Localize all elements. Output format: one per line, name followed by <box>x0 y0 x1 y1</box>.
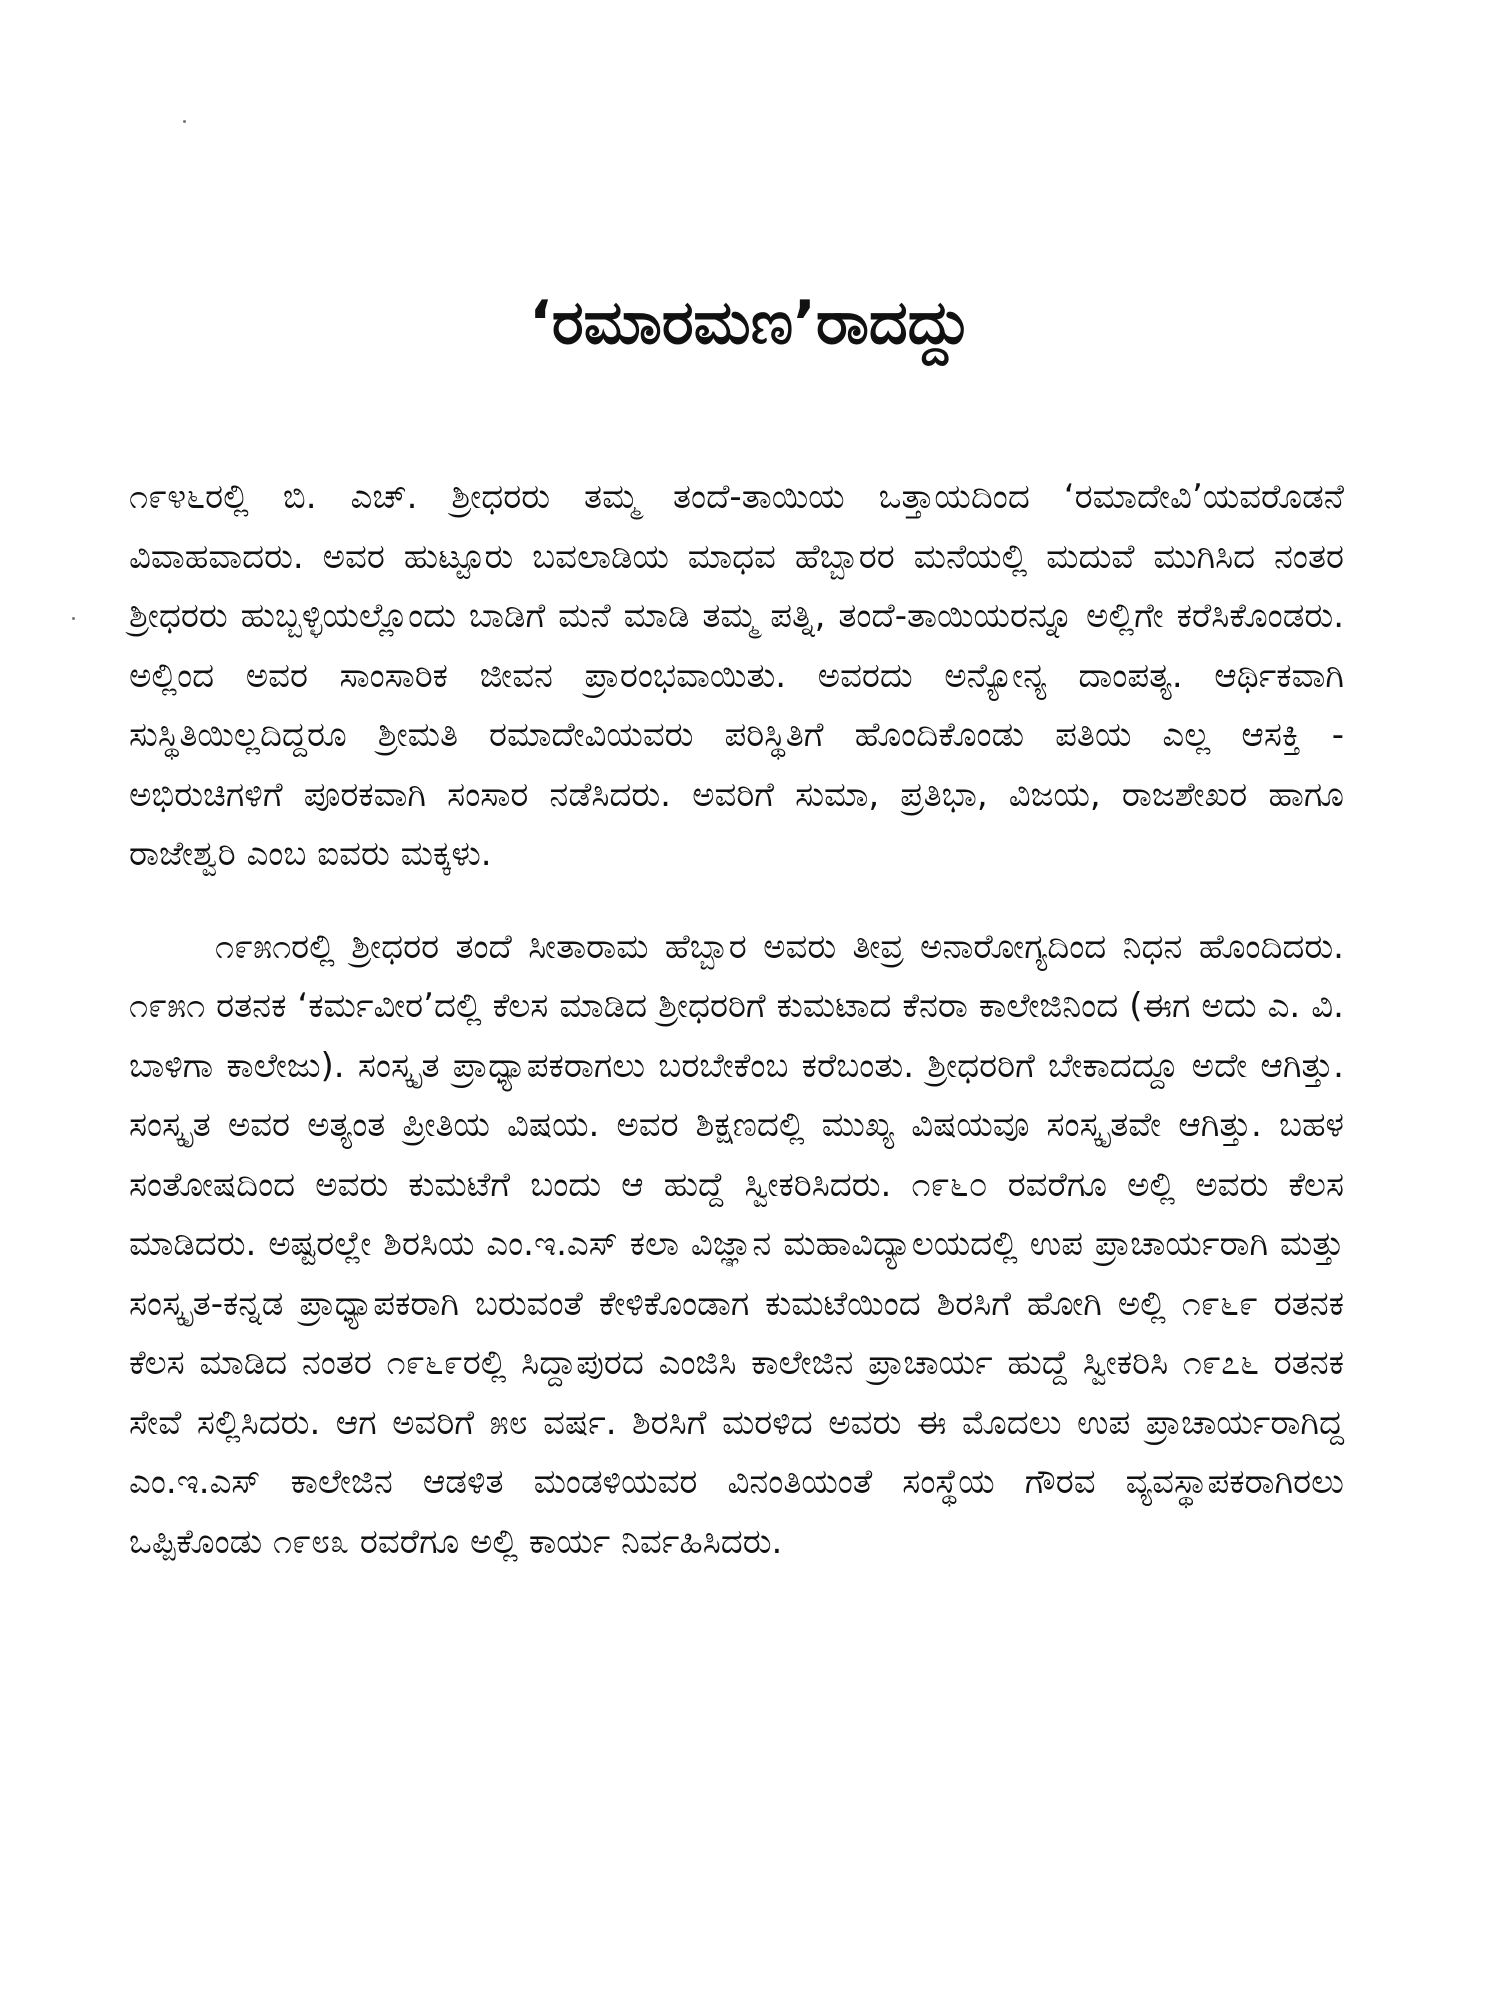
scan-speck <box>183 120 186 123</box>
paragraph-1: ೧೯೪೬ರಲ್ಲಿ ಬಿ. ಎಚ್. ಶ್ರೀಧರರು ತಮ್ಮ ತಂದೆ-ತಾಯಿಯ ಒತ್ತಾಯದಿಂದ ‘ರಮಾದೇವಿ’ಯವರೊಡನೆ ವಿವಾಹವಾದರು. ಅವರ ಹುಟ್ಟೂರು ಬವಲಾಡಿಯ ಮಾಧವ ಹೆಬ್ಬಾರರ ಮನೆಯಲ್ಲಿ ಮದುವೆ ಮುಗಿಸಿದ ನಂತರ ಶ್ರೀಧರರು ಹುಬ್ಬಳ್ಳಿಯಲ್ಲೊಂದು ಬಾಡಿಗೆ ಮನೆ ಮಾಡಿ ತಮ್ಮ ಪತ್ನಿ, ತಂದೆ-ತಾಯಿಯರನ್ನೂ ಅಲ್ಲಿಗೇ ಕರೆಸಿಕೊಂಡರು. ಅಲ್ಲಿಂದ ಅವರ ಸಾಂಸಾರಿಕ ಜೀವನ ಪ್ರಾರಂಭವಾಯಿತು. ಅವರದು ಅನ್ಯೋನ್ಯ ದಾಂಪತ್ಯ. ಆರ್ಥಿಕವಾಗಿ ಸುಸ್ಥಿತಿಯಿಲ್ಲದಿದ್ದರೂ ಶ್ರೀಮತಿ ರಮಾದೇವಿಯವರು ಪರಿಸ್ಥಿತಿಗೆ ಹೊಂದಿಕೊಂಡು ಪತಿಯ ಎಲ್ಲ ಆಸಕ್ತಿ - ಅಭಿರುಚಿಗಳಿಗೆ ಪೂರಕವಾಗಿ ಸಂಸಾರ ನಡೆಸಿದರು. ಅವರಿಗೆ ಸುಮಾ, ಪ್ರತಿಭಾ, ವಿಜಯ, ರಾಜಶೇಖರ ಹಾಗೂ ರಾಜೇಶ್ವರಿ ಎಂಬ ಐವರು ಮಕ್ಕಳು. <box>129 477 1344 874</box>
paragraph-2: ೧೯೫೧ರಲ್ಲಿ ಶ್ರೀಧರರ ತಂದೆ ಸೀತಾರಾಮ ಹೆಬ್ಬಾರ ಅವರು ತೀವ್ರ ಅನಾರೋಗ್ಯದಿಂದ ನಿಧನ ಹೊಂದಿದರು. ೧೯೫೧ ರತನಕ ‘ಕರ್ಮವೀರ’ದಲ್ಲಿ ಕೆಲಸ ಮಾಡಿದ ಶ್ರೀಧರರಿಗೆ ಕುಮಟಾದ ಕೆನರಾ ಕಾಲೇಜಿನಿಂದ (ಈಗ ಅದು ಎ. ವಿ. ಬಾಳಿಗಾ ಕಾಲೇಜು). ಸಂಸ್ಕೃತ ಪ್ರಾಧ್ಯಾಪಕರಾಗಲು ಬರಬೇಕೆಂಬ ಕರೆಬಂತು. ಶ್ರೀಧರರಿಗೆ ಬೇಕಾದದ್ದೂ ಅದೇ ಆಗಿತ್ತು. ಸಂಸ್ಕೃತ ಅವರ ಅತ್ಯಂತ ಪ್ರೀತಿಯ ವಿಷಯ. ಅವರ ಶಿಕ್ಷಣದಲ್ಲಿ ಮುಖ್ಯ ವಿಷಯವೂ ಸಂಸ್ಕೃತವೇ ಆಗಿತ್ತು. ಬಹಳ ಸಂತೋಷದಿಂದ ಅವರು ಕುಮಟೆಗೆ ಬಂದು ಆ ಹುದ್ದೆ ಸ್ವೀಕರಿಸಿದರು. ೧೯೬೦ ರವರೆಗೂ ಅಲ್ಲಿ ಅವರು ಕೆಲಸ ಮಾಡಿದರು. ಅಷ್ಟರಲ್ಲೇ ಶಿರಸಿಯ ಎಂ.ಇ.ಎಸ್ ಕಲಾ ವಿಜ್ಞಾನ ಮಹಾವಿದ್ಯಾಲಯದಲ್ಲಿ ಉಪ ಪ್ರಾಚಾರ್ಯರಾಗಿ ಮತ್ತು ಸಂಸ್ಕೃತ-ಕನ್ನಡ ಪ್ರಾಧ್ಯಾಪಕರಾಗಿ ಬರುವಂತೆ ಕೇಳಿಕೊಂಡಾಗ ಕುಮಟೆಯಿಂದ ಶಿರಸಿಗೆ ಹೋಗಿ ಅಲ್ಲಿ ೧೯೬೯ ರತನಕ ಕೆಲಸ ಮಾಡಿದ ನಂತರ ೧೯೬೯ರಲ್ಲಿ ಸಿದ್ದಾಪುರದ ಎಂಜಿಸಿ ಕಾಲೇಜಿನ ಪ್ರಾಚಾರ್ಯ ಹುದ್ದೆ ಸ್ವೀಕರಿಸಿ ೧೯೭೬ ರತನಕ ಸೇವೆ ಸಲ್ಲಿಸಿದರು. ಆಗ ಅವರಿಗೆ ೫೮ ವರ್ಷ. ಶಿರಸಿಗೆ ಮರಳಿದ ಅವರು ಈ ಮೊದಲು ಉಪ ಪ್ರಾಚಾರ್ಯರಾಗಿದ್ದ ಎಂ.ಇ.ಎಸ್ ಕಾಲೇಜಿನ ಆಡಳಿತ ಮಂಡಳಿಯವರ ವಿನಂತಿಯಂತೆ ಸಂಸ್ಥೆಯ ಗೌರವ ವ್ಯವಸ್ಥಾಪಕರಾಗಿರಲು ಒಪ್ಪಿಕೊಂಡು ೧೯೮೩ ರವರೆಗೂ ಅಲ್ಲಿ ಕಾರ್ಯ ನಿರ್ವಹಿಸಿದರು. <box>129 926 1344 1562</box>
body-text <box>129 468 1344 1572</box>
page-title: ‘ರಮಾರಮಣ’ರಾದದ್ದು <box>529 288 971 358</box>
scan-speck <box>72 617 75 620</box>
